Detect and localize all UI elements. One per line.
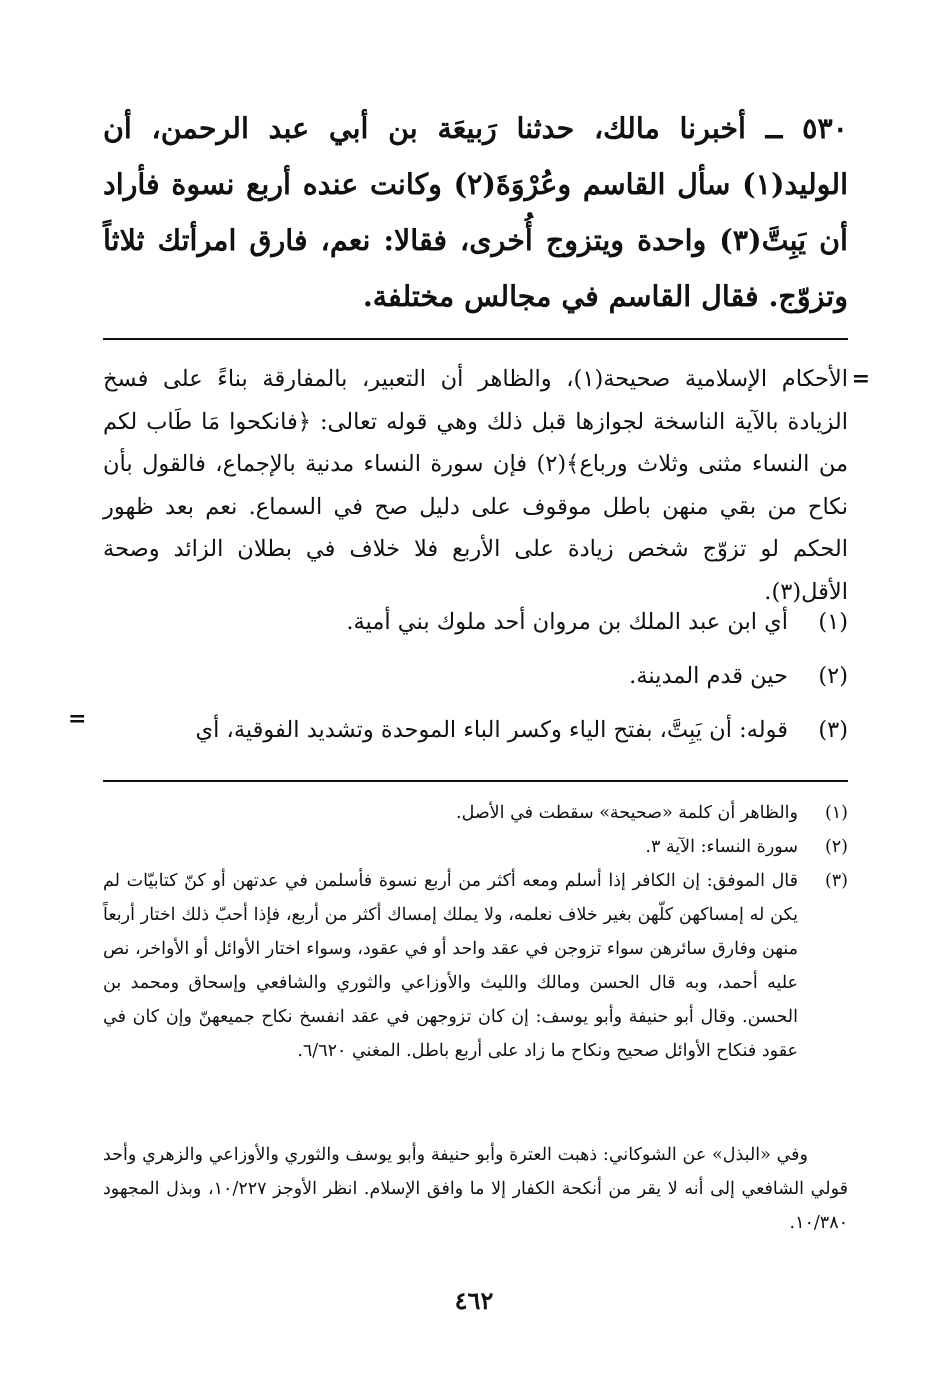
- main-hadith-text: ٥٣٠ ــ أخبرنا مالك، حدثنا رَبيعَة بن أبي عبد الرحمن، أن الوليد(١) سأل القاسم وعُرْوَةَ(٢) وكانت عنده أربع نسوة فأراد أن يَبِتَّ(٣) واحدة ويتزوج أُخرى، فقالا: نعم، فارق امرأتك ثلاثاً وتزوّج. فقال القاسم في مجالس مختلفة.: [103, 111, 849, 313]
- footnotes: [103, 796, 848, 1068]
- footnote-continuation: وفي «البذل» عن الشوكاني: ذهبت العترة وأبو حنيفة وأبو يوسف والثوري والأوزاعي والزهري وأحد قولي الشافعي إلى أنه لا يقر من أنكحة الكفار إلا ما وافق الإسلام. انظر الأوجز ١٠/٢٢٧، وبذل المجهود ١٠/٣٨٠.: [103, 1145, 848, 1233]
- commentary-note: [103, 703, 848, 757]
- footnote-text: والظاهر أن كلمة «صحيحة» سقطت في الأصل.: [456, 803, 798, 823]
- footnote-text: سورة النساء: الآية ٣.: [645, 837, 798, 857]
- footnote-number: (١): [824, 803, 848, 823]
- footnote: [103, 864, 848, 1068]
- footnote: [103, 830, 848, 864]
- footnote-number: (٢): [824, 837, 848, 857]
- commentary-note: [103, 595, 848, 649]
- footnote-text: قال الموفق: إن الكافر إذا أسلم ومعه أكثر من أربع نسوة فأسلمن في عدتهن أو كنّ كتابيّات لم يكن له إمساكهن كلّهن بغير خلاف نعلمه، ولا يملك إمساك أكثر من أربع، فإذا أحبّ ذلك اختار أربعاً منهن وفارق سائرهن سواء تزوجن في عقد واحد أو في عقود، وسواء اختار الأوائل أو الأواخر، نص عليه أحمد، وبه قال الحسن ومالك والليث والأوزاعي والثوري والشافعي وإسحاق ومحمد بن الحسن. وقال أبو حنيفة وأبو يوسف: إن كان تزوجهن في عقد انفسخ نكاح جميعهنّ وإن كان في عقود فنكاح الأوائل صحيح ونكاح ما زاد على أربع باطل. المغني ٦/٦٢٠.: [103, 871, 798, 1061]
- main-text-divider: [103, 338, 848, 340]
- commentary-notes: [103, 595, 848, 757]
- note-text: أي ابن عبد الملك بن مروان أحد ملوك بني أمية.: [346, 609, 788, 635]
- footnote: [103, 796, 848, 830]
- commentary-continuation-marker: =: [851, 366, 870, 392]
- footnote-number: (٣): [824, 871, 848, 891]
- note-text: قوله: أن يَبِتَّ، بفتح الياء وكسر الباء الموحدة وتشديد الفوقية، أي: [195, 717, 788, 743]
- note-number: (٣): [818, 717, 848, 743]
- notes-continuation-marker: =: [68, 706, 87, 732]
- note-number: (٢): [818, 663, 848, 689]
- page-number: ٤٦٢: [454, 1286, 494, 1315]
- note-number: (١): [818, 609, 848, 635]
- commentary-note: [103, 649, 848, 703]
- note-text: حين قدم المدينة.: [629, 663, 788, 689]
- commentary-text: الأحكام الإسلامية صحيحة(١)، والظاهر أن التعبير، بالمفارقة بناءً على فسخ الزيادة بالآية الناسخة لجوازها قبل ذلك وهي قوله تعالى: ﴿فانكحوا مَا طَاب لكم من النساء مثنى وثلاث ورباع﴾(٢) فإن سورة النساء مدنية بالإجماع، فالقول بأن نكاح من بقي منهن باطل موقوف على دليل صح في السماع. نعم بعد ظهور الحكم لو تزوّج شخص زيادة على الأربع فلا خلاف في بطلان الزائد وصحة الأقل(٣).: [103, 366, 849, 605]
- footnotes-divider: [103, 780, 848, 782]
